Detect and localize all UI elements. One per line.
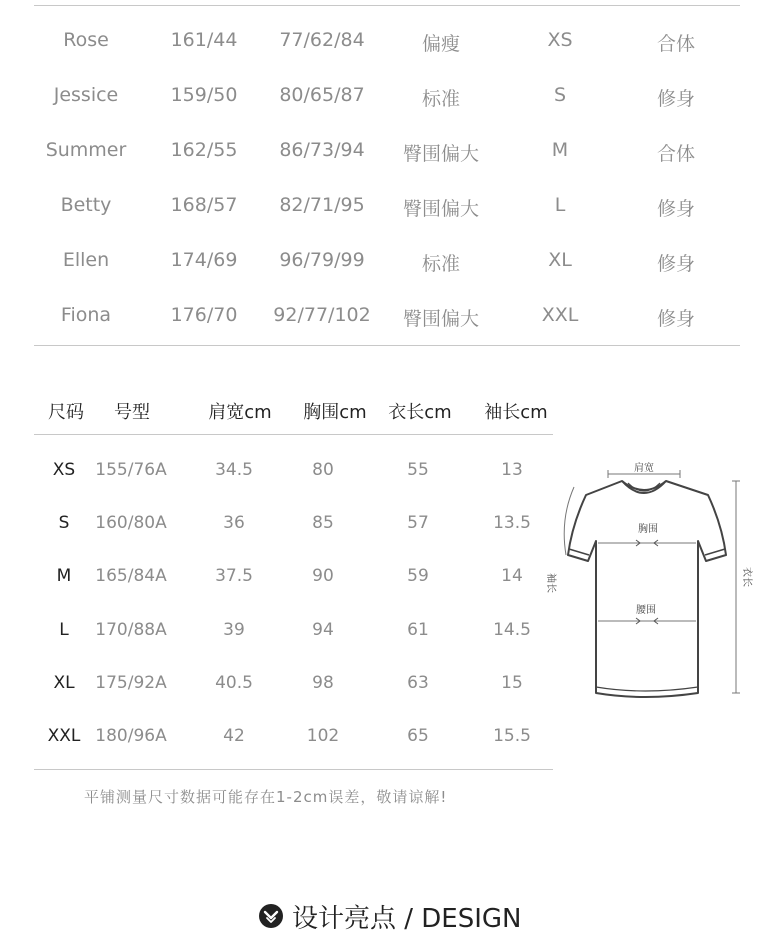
size-value-cell: 175/92A	[95, 672, 167, 693]
tshirt-icon	[540, 455, 769, 715]
size-header-cell: 胸围cm	[303, 402, 367, 423]
size-label-cell: S	[58, 513, 70, 534]
size-value-cell: 55	[407, 460, 429, 480]
model-hw-cell: 174/69	[170, 249, 238, 271]
model-body-cell: 臀围偏大	[402, 198, 479, 220]
size-value-cell: 85	[312, 513, 334, 534]
size-value-cell: 63	[407, 672, 429, 693]
model-body-cell: 臀围偏大	[402, 143, 479, 165]
model-fit-cell: 合体	[656, 143, 695, 165]
shoulder-label: 肩宽	[634, 463, 654, 474]
model-body-cell: 臀围偏大	[402, 308, 479, 330]
model-fit-cell: 修身	[656, 308, 695, 330]
top-rule	[34, 5, 740, 6]
model-measure-cell: 77/62/84	[279, 29, 365, 51]
size-value-cell: 15.5	[493, 726, 531, 746]
model-name-cell: Summer	[45, 139, 127, 161]
size-value-cell: 90	[312, 566, 334, 587]
model-size-cell: XL	[548, 249, 572, 271]
size-value-cell: 13	[501, 460, 523, 480]
size-value-cell: 98	[312, 672, 334, 693]
size-value-cell: 180/96A	[95, 726, 167, 746]
model-measure-cell: 80/65/87	[279, 84, 365, 106]
size-value-cell: 36	[223, 513, 245, 534]
model-name-cell: Fiona	[60, 304, 112, 326]
model-fit-cell: 修身	[656, 88, 695, 110]
size-value-cell: 170/88A	[95, 619, 167, 640]
size-label-cell: XL	[53, 672, 75, 693]
model-body-cell: 标准	[421, 253, 460, 275]
size-value-cell: 94	[312, 619, 334, 640]
size-value-cell: 80	[312, 460, 334, 480]
model-hw-cell: 168/57	[170, 194, 238, 216]
chest-label: 胸围	[638, 524, 658, 535]
model-measure-cell: 82/71/95	[279, 194, 365, 216]
model-fit-cell: 修身	[656, 198, 695, 220]
size-value-cell: 155/76A	[95, 460, 167, 480]
model-measure-cell: 86/73/94	[279, 139, 365, 161]
size-value-cell: 34.5	[215, 460, 253, 480]
size-header-rule	[34, 434, 553, 435]
size-value-cell: 39	[223, 619, 245, 640]
model-name-cell: Ellen	[62, 249, 110, 271]
model-hw-cell: 161/44	[170, 29, 238, 51]
size-value-cell: 57	[407, 513, 429, 534]
model-name-cell: Rose	[63, 29, 109, 51]
size-header-cell: 衣长cm	[388, 402, 452, 423]
model-size-cell: L	[554, 194, 566, 216]
tshirt-diagram	[540, 455, 769, 715]
model-table-bottom-rule	[34, 345, 740, 346]
size-value-cell: 14.5	[493, 619, 531, 640]
model-size-cell: XS	[547, 29, 573, 51]
model-size-cell: S	[553, 84, 567, 106]
model-measure-cell: 92/77/102	[273, 304, 371, 326]
size-value-cell: 42	[223, 726, 245, 746]
size-label-cell: XXL	[47, 726, 81, 746]
measurement-note: 平铺测量尺寸数据可能存在1-2cm误差，敬请谅解!	[84, 788, 448, 806]
size-label-cell: XS	[52, 460, 76, 480]
length-label: 衣长	[741, 567, 752, 587]
model-hw-cell: 176/70	[170, 304, 238, 326]
model-hw-cell: 162/55	[170, 139, 238, 161]
model-measure-cell: 96/79/99	[279, 249, 365, 271]
size-header-cell: 肩宽cm	[208, 402, 272, 423]
model-body-cell: 标准	[421, 88, 460, 110]
size-value-cell: 40.5	[215, 672, 253, 693]
design-title: 设计亮点 / DESIGN	[292, 903, 522, 934]
size-header-cell: 尺码	[48, 402, 84, 423]
size-table-bottom-rule	[34, 769, 553, 770]
model-fit-cell: 合体	[656, 33, 695, 55]
size-value-cell: 165/84A	[95, 566, 167, 587]
sleeve-label: 袖长	[545, 573, 556, 593]
size-value-cell: 37.5	[215, 566, 253, 587]
waist-label: 腰围	[636, 605, 656, 616]
size-value-cell: 14	[501, 566, 523, 587]
model-name-cell: Betty	[60, 194, 112, 216]
size-value-cell: 160/80A	[95, 513, 167, 534]
size-value-cell: 15	[501, 672, 523, 693]
model-size-cell: M	[551, 139, 569, 161]
size-label-cell: M	[56, 566, 72, 587]
size-value-cell: 13.5	[493, 513, 531, 534]
size-value-cell: 59	[407, 566, 429, 587]
model-name-cell: Jessice	[53, 84, 119, 106]
size-value-cell: 102	[306, 726, 340, 746]
model-hw-cell: 159/50	[170, 84, 238, 106]
design-heading	[258, 896, 522, 936]
size-value-cell: 65	[407, 726, 429, 746]
model-size-cell: XXL	[541, 304, 579, 326]
chevron-down-badge-icon	[258, 903, 284, 929]
size-value-cell: 61	[407, 619, 429, 640]
size-header-cell: 号型	[114, 402, 150, 423]
model-body-cell: 偏瘦	[421, 33, 460, 55]
size-label-cell: L	[59, 619, 69, 640]
model-fit-cell: 修身	[656, 253, 695, 275]
size-header-cell: 袖长cm	[484, 402, 548, 423]
